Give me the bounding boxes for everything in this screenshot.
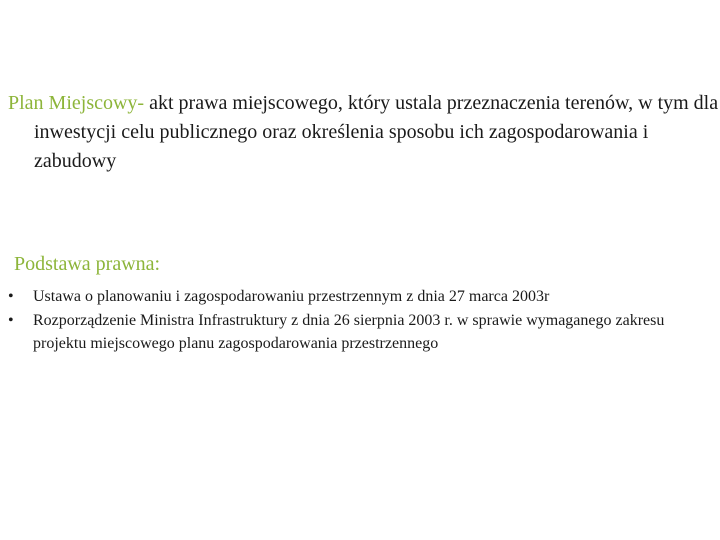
list-item-text: Ustawa o planowaniu i zagospodarowaniu przestrzennym z dnia 27 marca 2003r — [33, 288, 550, 305]
definition-term: Plan Miejscowy- — [8, 92, 145, 114]
list-item-text: Rozporządzenie Ministra Infrastruktury z dnia 26 sierpnia 2003 r. w sprawie wymaganego zakresu projektu miejscowego planu zagospodarowania przestrzennego — [33, 311, 665, 352]
legal-basis-list — [8, 285, 698, 356]
bullet-icon: • — [8, 288, 14, 305]
list-item — [8, 309, 698, 356]
definition-paragraph — [8, 89, 720, 176]
list-item — [8, 285, 698, 309]
legal-basis-heading: Podstawa prawna: — [14, 253, 161, 275]
bullet-icon: • — [8, 311, 14, 329]
definition-text: akt prawa miejscowego, który ustala przeznaczenia terenów, w tym dla inwestycji celu publicznego oraz określenia sposobu ich zagospodarowania i zabudowy — [34, 92, 719, 172]
